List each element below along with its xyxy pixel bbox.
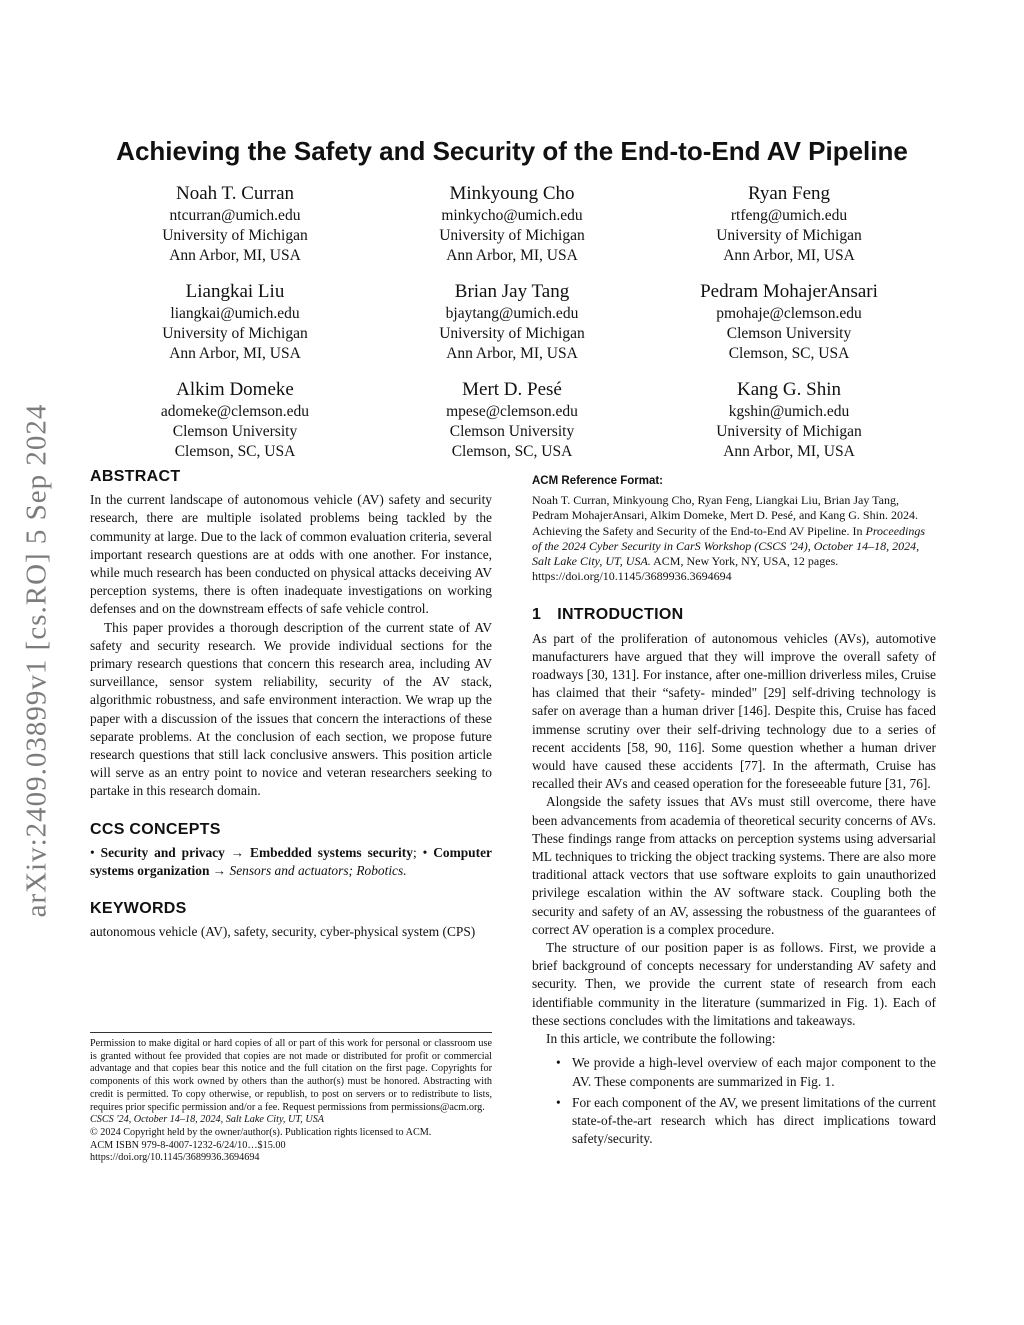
author-name: Ryan Feng xyxy=(747,183,831,204)
author-location: Ann Arbor, MI, USA xyxy=(446,345,578,362)
permission-text: Permission to make digital or hard copies of all or part of this work for personal or classroom use is granted without fee provided that copies are not made or distributed for profit or commercial advantage and that copies bear this notice and the full citation on the first page. Copyrights for components of this work owned by others than the author(s) must be honored. Abstracting with credit is permitted. To copy otherwise, or republish, to post on servers or to redistribute to lists, requires prior specific permission and/or a fee. Request permissions from permissions@acm.org. xyxy=(90,1038,492,1113)
ccs-concept-secondary: Computer systems organization xyxy=(90,844,492,879)
keywords-text: autonomous vehicle (AV), safety, security, cyber-physical system (CPS) xyxy=(90,924,476,940)
author-email: kgshin@umich.edu xyxy=(728,403,850,420)
reference-tail: ACM, New York, NY, USA, 12 pages. https://doi.org/10.1145/3689936.3694694 xyxy=(532,554,839,584)
author-location: Clemson, SC, USA xyxy=(728,345,850,362)
copyright-text: © 2024 Copyright held by the owner/author(s). Publication rights licensed to ACM. xyxy=(90,1126,432,1138)
intro-paragraph: The structure of our position paper is as follows. First, we provide a brief background of concepts necessary for understanding AV safety and security. Then, we provide the current state of research from each identifiable community in the literature (summarized in Fig. 1). Each of these sections concludes with the limitations and takeaways. xyxy=(532,940,936,1028)
author-email: adomeke@clemson.edu xyxy=(160,403,310,420)
author-affiliation: University of Michigan xyxy=(716,423,862,440)
author-affiliation: University of Michigan xyxy=(162,325,308,342)
ccs-concepts-text xyxy=(90,844,492,880)
author-location: Clemson, SC, USA xyxy=(451,443,573,460)
author-name: Noah T. Curran xyxy=(175,183,295,204)
author-email: mpese@clemson.edu xyxy=(446,403,578,420)
intro-paragraph: Alongside the safety issues that AVs must still overcome, there have been advancements from academia of theoretical security concerns of AVs. These findings range from attacks on perception systems using adversarial ML techniques to tricking the object tracking systems. There are also more traditional attack vectors that use software exploits to gain unauthorized privilege escalation within the AV software stack. Coupling both the security and safety of an AV, assessing the robustness of the guarantees of correct AV operation is a complex procedure. xyxy=(532,794,936,937)
author-email: ntcurran@umich.edu xyxy=(169,207,301,224)
reference-proceedings: Proceedings of the 2024 Cyber Security in CarS Workshop (CSCS '24), October 14–18, 2024, Salt Lake City, UT, USA. xyxy=(532,523,926,569)
author-email: minkycho@umich.edu xyxy=(441,207,583,224)
contribution-list xyxy=(532,1054,936,1148)
author-row xyxy=(100,378,924,462)
author-block xyxy=(100,182,924,476)
reference-format-heading: ACM Reference Format: xyxy=(532,475,663,487)
doi-link[interactable]: https://doi.org/10.1145/3689936.3694694 xyxy=(90,1152,260,1164)
author-location: Ann Arbor, MI, USA xyxy=(169,247,301,264)
author-location: Ann Arbor, MI, USA xyxy=(723,443,855,460)
reference-format-text xyxy=(532,493,936,584)
author-name: Kang G. Shin xyxy=(737,379,841,400)
bullet-glyph: • xyxy=(556,1094,561,1110)
author-location: Clemson, SC, USA xyxy=(174,443,296,460)
author-affiliation: Clemson University xyxy=(172,423,298,440)
intro-paragraph: In this article, we contribute the following: xyxy=(546,1031,776,1047)
section-number: 1 xyxy=(532,606,542,624)
author-card xyxy=(654,280,924,364)
right-column xyxy=(532,472,936,1151)
author-affiliation: University of Michigan xyxy=(716,227,862,244)
bullet-glyph: • xyxy=(556,1055,561,1071)
keywords-heading: KEYWORDS xyxy=(90,900,187,918)
author-email: rtfeng@umich.edu xyxy=(730,207,848,224)
author-card xyxy=(100,182,370,266)
author-affiliation: University of Michigan xyxy=(439,227,585,244)
list-item xyxy=(532,1094,936,1149)
author-location: Ann Arbor, MI, USA xyxy=(169,345,301,362)
author-email: liangkai@umich.edu xyxy=(170,305,300,322)
arxiv-identifier xyxy=(12,360,62,960)
ccs-concept-tail: Sensors and actuators; Robotics. xyxy=(229,863,407,879)
author-card xyxy=(654,378,924,462)
ccs-bullet: • xyxy=(422,844,434,860)
ccs-arrow: → xyxy=(209,863,230,879)
list-item-text: For each component of the AV, we present limitations of the current state-of-the-art research which has direct implications toward safety/security. xyxy=(572,1094,936,1147)
ccs-concept-primary: Security and privacy → Embedded systems security xyxy=(100,844,413,860)
paper-title: Achieving the Safety and Security of the End-to-End AV Pipeline xyxy=(116,136,908,166)
venue-text: CSCS '24, October 14–18, 2024, Salt Lake City, UT, USA xyxy=(90,1114,325,1126)
author-name: Brian Jay Tang xyxy=(454,281,570,302)
author-name: Liangkai Liu xyxy=(185,281,285,302)
section-title: INTRODUCTION xyxy=(557,606,684,624)
author-location: Ann Arbor, MI, USA xyxy=(723,247,855,264)
author-affiliation: University of Michigan xyxy=(162,227,308,244)
ccs-bullet: • xyxy=(90,844,101,860)
intro-paragraph: As part of the proliferation of autonomous vehicles (AVs), automotive manufacturers have argued that they will improve the overall safety of roadways [30, 131]. For instance, after one-million driverless miles, Cruise has claimed that their “safety- minded" [29] self-driving technology is safer on average than a human driver [146]. Despite this, Cruise has faced immense scrutiny over their self-driving technology due to a series of recent accidents [58, 90, 116]. Some question whether a human driver would have caused these accidents [77]. In the aftermath, Cruise has recalled their AVs and ceased operation for the foreseeable future [31, 76]. xyxy=(532,630,936,792)
author-card xyxy=(377,182,647,266)
abstract-heading: ABSTRACT xyxy=(90,468,181,485)
author-name: Mert D. Pesé xyxy=(462,379,562,400)
introduction-heading xyxy=(532,606,936,624)
ccs-heading: CCS CONCEPTS xyxy=(90,820,221,838)
abstract-paragraph: In the current landscape of autonomous vehicle (AV) safety and security research, there are multiple isolated problems being tackled by the community at large. Due to the lack of common evaluation criteria, several important research questions are at odds with one another. For instance, while much research has been conducted on physical attacks deceiving AV perception systems, there is often inadequate investigations on working defenses and on the downstream effects of safe vehicle control. xyxy=(90,492,492,617)
author-card xyxy=(377,378,647,462)
author-row xyxy=(100,280,924,364)
ccs-separator: ; xyxy=(412,844,423,860)
author-affiliation: Clemson University xyxy=(449,423,575,440)
reference-authors: Noah T. Curran, Minkyoung Cho, Ryan Feng, Liangkai Liu, Brian Jay Tang, Pedram MohajerAnsari, Alkim Domeke, Mert D. Pesé, and Kang G. Shin. 2024. Achieving the Safety and Security of the End-to-End AV Pipeline. In xyxy=(532,493,918,538)
author-card xyxy=(654,182,924,266)
list-item xyxy=(532,1054,936,1090)
permission-footnote xyxy=(90,1032,492,1165)
author-name: Minkyoung Cho xyxy=(449,183,575,204)
author-name: Pedram MohajerAnsari xyxy=(700,281,878,302)
author-card xyxy=(100,378,370,462)
isbn-text: ACM ISBN 979-8-4007-1232-6/24/10…$15.00 xyxy=(90,1139,286,1151)
abstract-paragraph: This paper provides a thorough description of the current state of AV safety and security research. We provide individual sections for the primary research questions that concern this research area, including AV surveillance, sensor system reliability, security of the AV stack, algorithmic robustness, and safe environment interaction. We wrap up the paper with a discussion of the issues that concern the interactions of these separate problems. At the conclusion of each section, we propose future research questions that still lack conclusive answers. This position article will serve as an entry point to novice and veteran researchers seeking to partake in this research domain. xyxy=(90,619,492,799)
author-card xyxy=(100,280,370,364)
author-email: pmohaje@clemson.edu xyxy=(716,305,862,322)
author-row xyxy=(100,182,924,266)
author-name: Alkim Domeke xyxy=(176,379,294,400)
author-card xyxy=(377,280,647,364)
author-location: Ann Arbor, MI, USA xyxy=(446,247,578,264)
left-column xyxy=(90,468,492,942)
author-affiliation: University of Michigan xyxy=(439,325,585,342)
list-item-text: We provide a high-level overview of each major component to the AV. These components are summarized in Fig. 1. xyxy=(572,1055,936,1089)
author-affiliation: Clemson University xyxy=(726,325,852,342)
author-email: bjaytang@umich.edu xyxy=(445,305,579,322)
arxiv-identifier-text: arXiv:2409.03899v1 [cs.RO] 5 Sep 2024 xyxy=(20,403,53,917)
